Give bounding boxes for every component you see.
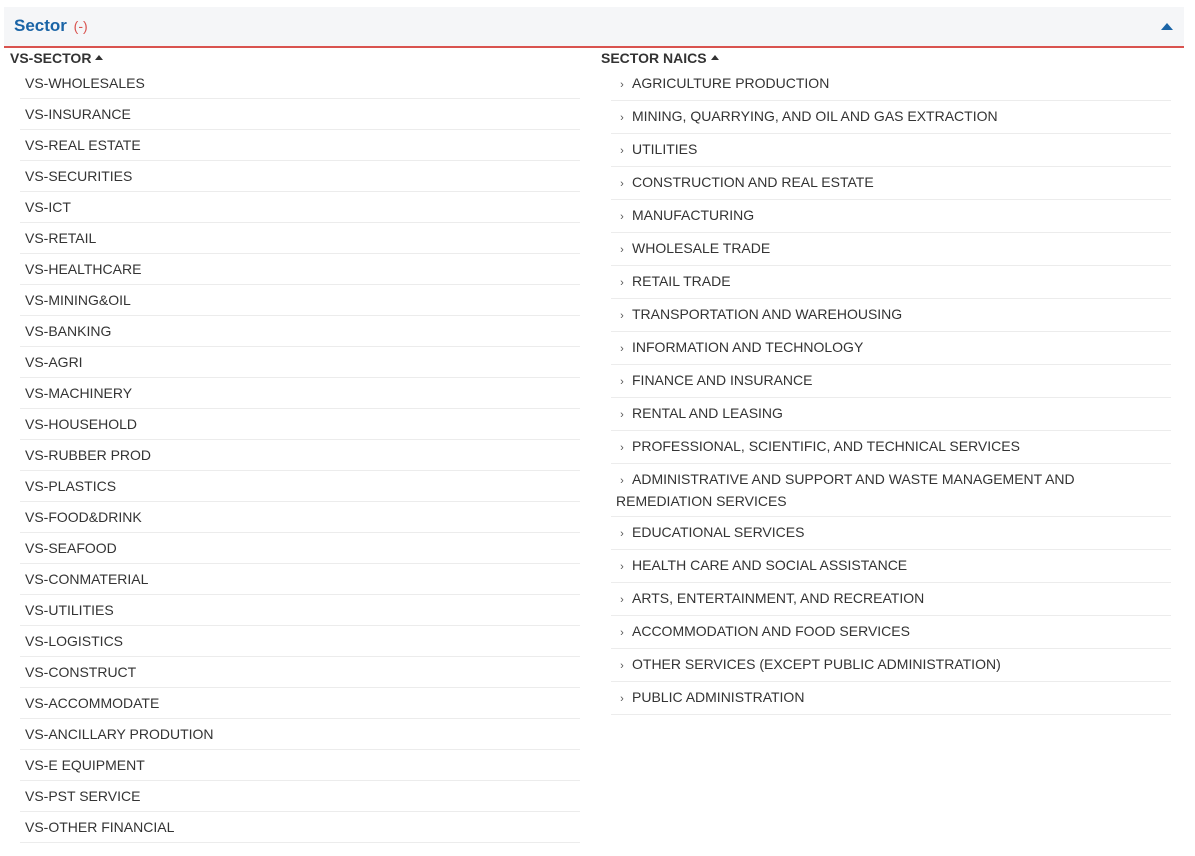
vs-sector-item-label: VS-WHOLESALES — [25, 75, 145, 91]
sector-naics-item-label: MINING, QUARRYING, AND OIL AND GAS EXTRACTION — [632, 108, 998, 124]
panel-title — [14, 16, 88, 36]
sector-naics-column — [601, 48, 1171, 715]
sector-panel — [4, 7, 1184, 48]
vs-sector-item[interactable] — [20, 378, 580, 409]
vs-sector-item-label: VS-CONSTRUCT — [25, 664, 137, 680]
chevron-right-icon[interactable]: › — [620, 310, 624, 322]
chevron-right-icon[interactable]: › — [620, 561, 624, 573]
vs-sector-item[interactable] — [20, 564, 580, 595]
vs-sector-item[interactable] — [20, 130, 580, 161]
sector-naics-item-label: CONSTRUCTION AND REAL ESTATE — [632, 174, 874, 190]
sector-naics-item[interactable] — [611, 167, 1171, 200]
sort-ascending-icon[interactable] — [95, 55, 103, 60]
sector-naics-item[interactable] — [611, 649, 1171, 682]
sector-naics-item-label: WHOLESALE TRADE — [632, 240, 771, 256]
vs-sector-item[interactable] — [20, 626, 580, 657]
sector-naics-item-label: PUBLIC ADMINISTRATION — [632, 689, 805, 705]
vs-sector-item[interactable] — [20, 99, 580, 130]
vs-sector-item-label: VS-OTHER FINANCIAL — [25, 819, 175, 835]
chevron-right-icon[interactable]: › — [620, 409, 624, 421]
chevron-right-icon[interactable]: › — [620, 627, 624, 639]
sector-naics-item[interactable] — [611, 266, 1171, 299]
chevron-right-icon[interactable]: › — [620, 79, 624, 91]
sector-naics-item-label: MANUFACTURING — [632, 207, 755, 223]
vs-sector-item[interactable] — [20, 533, 580, 564]
vs-sector-item-label: VS-RETAIL — [25, 230, 97, 246]
chevron-right-icon[interactable]: › — [620, 145, 624, 157]
sector-naics-item-label: EDUCATIONAL SERVICES — [632, 524, 805, 540]
vs-sector-item[interactable] — [20, 595, 580, 626]
sector-naics-item-label: INFORMATION AND TECHNOLOGY — [632, 339, 864, 355]
sector-naics-item[interactable] — [611, 332, 1171, 365]
vs-sector-item-label: VS-CONMATERIAL — [25, 571, 149, 587]
sector-naics-item-label: ARTS, ENTERTAINMENT, AND RECREATION — [632, 590, 925, 606]
sector-naics-item[interactable] — [611, 398, 1171, 431]
sector-naics-item-label: TRANSPORTATION AND WAREHOUSING — [632, 306, 903, 322]
vs-sector-header-label: VS-SECTOR — [10, 50, 92, 66]
chevron-right-icon[interactable]: › — [620, 277, 624, 289]
collapse-indicator[interactable]: (-) — [73, 18, 88, 34]
sector-naics-item[interactable] — [611, 134, 1171, 167]
sector-naics-item-label: ACCOMMODATION AND FOOD SERVICES — [632, 623, 910, 639]
sector-naics-item-label: HEALTH CARE AND SOCIAL ASSISTANCE — [632, 557, 908, 573]
vs-sector-item-label: VS-UTILITIES — [25, 602, 114, 618]
sector-naics-item[interactable] — [611, 431, 1171, 464]
vs-sector-item-label: VS-AGRI — [25, 354, 83, 370]
vs-sector-column — [10, 48, 580, 843]
vs-sector-item[interactable] — [20, 812, 580, 843]
chevron-right-icon[interactable]: › — [620, 343, 624, 355]
vs-sector-item-label: VS-PST SERVICE — [25, 788, 141, 804]
sector-naics-item[interactable] — [611, 101, 1171, 134]
vs-sector-item-label: VS-BANKING — [25, 323, 112, 339]
sector-naics-item[interactable] — [611, 365, 1171, 398]
panel-title-text: Sector — [14, 16, 67, 35]
vs-sector-item-label: VS-ICT — [25, 199, 71, 215]
vs-sector-item[interactable] — [20, 657, 580, 688]
sort-ascending-icon[interactable] — [711, 55, 719, 60]
chevron-right-icon[interactable]: › — [620, 211, 624, 223]
vs-sector-item[interactable] — [20, 688, 580, 719]
chevron-right-icon[interactable]: › — [620, 376, 624, 388]
chevron-right-icon[interactable]: › — [620, 442, 624, 454]
vs-sector-item[interactable] — [20, 781, 580, 812]
chevron-right-icon[interactable]: › — [620, 244, 624, 256]
vs-sector-item-label: VS-E EQUIPMENT — [25, 757, 145, 773]
vs-sector-item[interactable] — [20, 254, 580, 285]
sector-naics-item[interactable] — [611, 550, 1171, 583]
vs-sector-item-label: VS-LOGISTICS — [25, 633, 124, 649]
chevron-right-icon[interactable]: › — [620, 178, 624, 190]
sector-naics-item[interactable] — [611, 299, 1171, 332]
vs-sector-item-label: VS-HEALTHCARE — [25, 261, 142, 277]
caret-up-icon[interactable] — [1161, 23, 1173, 30]
chevron-right-icon[interactable]: › — [620, 112, 624, 124]
vs-sector-item[interactable] — [20, 750, 580, 781]
vs-sector-item[interactable] — [20, 347, 580, 378]
vs-sector-item[interactable] — [20, 471, 580, 502]
vs-sector-header[interactable] — [10, 48, 580, 68]
sector-naics-item[interactable] — [611, 517, 1171, 550]
chevron-right-icon[interactable]: › — [620, 693, 624, 705]
vs-sector-item-label: VS-FOOD&DRINK — [25, 509, 142, 525]
sector-naics-item[interactable] — [611, 233, 1171, 266]
vs-sector-item-label: VS-RUBBER PROD — [25, 447, 152, 463]
chevron-right-icon[interactable]: › — [620, 528, 624, 540]
sector-naics-header[interactable] — [601, 48, 1171, 68]
vs-sector-item[interactable] — [20, 161, 580, 192]
sector-naics-list — [611, 68, 1171, 715]
vs-sector-item[interactable] — [20, 316, 580, 347]
chevron-right-icon[interactable]: › — [620, 594, 624, 606]
vs-sector-item[interactable] — [20, 223, 580, 254]
sector-naics-item-label: ADMINISTRATIVE AND SUPPORT AND WASTE MANAGEMENT AND REMEDIATION SERVICES — [616, 471, 1075, 509]
sector-naics-item-label: OTHER SERVICES (EXCEPT PUBLIC ADMINISTRATION) — [632, 656, 1001, 672]
vs-sector-item-label: VS-ANCILLARY PRODUTION — [25, 726, 214, 742]
vs-sector-item-label: VS-HOUSEHOLD — [25, 416, 138, 432]
sector-naics-item[interactable] — [611, 682, 1171, 715]
sector-naics-item[interactable] — [611, 68, 1171, 101]
vs-sector-item-label: VS-INSURANCE — [25, 106, 131, 122]
vs-sector-item[interactable] — [20, 409, 580, 440]
sector-naics-item-label: RETAIL TRADE — [632, 273, 731, 289]
vs-sector-item[interactable] — [20, 719, 580, 750]
sector-panel-header[interactable] — [4, 7, 1184, 48]
sector-naics-item-label: FINANCE AND INSURANCE — [632, 372, 813, 388]
vs-sector-item[interactable] — [20, 502, 580, 533]
sector-naics-item-label: AGRICULTURE PRODUCTION — [632, 75, 830, 91]
sector-naics-item-label: RENTAL AND LEASING — [632, 405, 783, 421]
sector-naics-item-label: UTILITIES — [632, 141, 698, 157]
vs-sector-item-label: VS-SEAFOOD — [25, 540, 117, 556]
sector-naics-item-label: PROFESSIONAL, SCIENTIFIC, AND TECHNICAL SERVICES — [632, 438, 1020, 454]
vs-sector-item-label: VS-MINING&OIL — [25, 292, 131, 308]
vs-sector-item-label: VS-REAL ESTATE — [25, 137, 141, 153]
vs-sector-item[interactable] — [20, 285, 580, 316]
vs-sector-item-label: VS-MACHINERY — [25, 385, 133, 401]
chevron-right-icon[interactable]: › — [620, 660, 624, 672]
vs-sector-item[interactable] — [20, 68, 580, 99]
sector-naics-item[interactable] — [611, 583, 1171, 616]
sector-naics-header-label: SECTOR NAICS — [601, 50, 707, 66]
vs-sector-list — [20, 68, 580, 843]
vs-sector-item-label: VS-SECURITIES — [25, 168, 133, 184]
vs-sector-item[interactable] — [20, 440, 580, 471]
sector-naics-item[interactable] — [611, 464, 1171, 517]
sector-naics-item[interactable] — [611, 200, 1171, 233]
vs-sector-item[interactable] — [20, 192, 580, 223]
vs-sector-item-label: VS-ACCOMMODATE — [25, 695, 160, 711]
vs-sector-item-label: VS-PLASTICS — [25, 478, 117, 494]
sector-naics-item[interactable] — [611, 616, 1171, 649]
chevron-right-icon[interactable]: › — [620, 475, 624, 487]
